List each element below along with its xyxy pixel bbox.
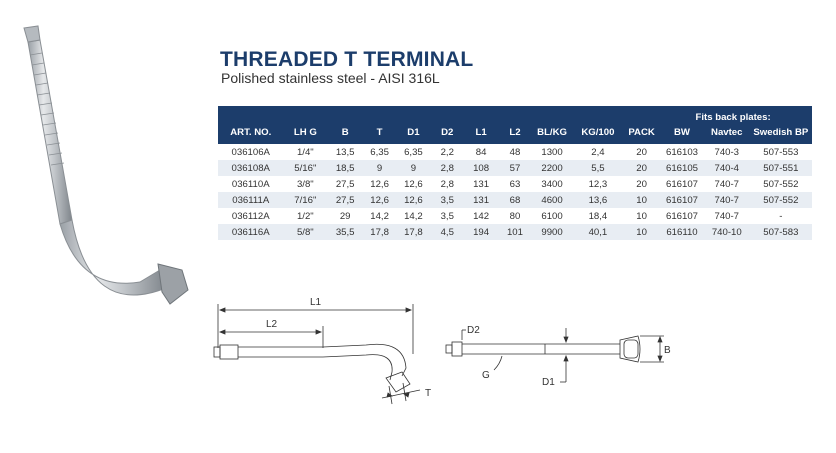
- table-cell: 35,5: [327, 224, 363, 240]
- table-cell: 14,2: [396, 208, 431, 224]
- table-cell: 036110A: [218, 176, 284, 192]
- table-header-row: [218, 124, 812, 144]
- col-header: Navtec: [704, 124, 750, 144]
- col-header: KG/100: [573, 124, 623, 144]
- table-cell: 9: [363, 160, 396, 176]
- fits-back-plates-header: Fits back plates:: [660, 106, 812, 124]
- table-cell: 27,5: [327, 176, 363, 192]
- table-cell: 2,2: [431, 144, 464, 160]
- table-cell: 2200: [531, 160, 572, 176]
- b-label: B: [664, 345, 671, 356]
- table-cell: 036108A: [218, 160, 284, 176]
- col-header: L1: [464, 124, 499, 144]
- table-cell: 29: [327, 208, 363, 224]
- table-row: [218, 208, 812, 224]
- product-photo: [10, 20, 210, 320]
- table-cell: 63: [499, 176, 532, 192]
- table-cell: 507-552: [750, 192, 812, 208]
- table-cell: 616107: [660, 208, 704, 224]
- col-header: PACK: [623, 124, 660, 144]
- table-cell: 101: [499, 224, 532, 240]
- table-cell: 5/16": [284, 160, 328, 176]
- table-cell: 616110: [660, 224, 704, 240]
- table-cell: 40,1: [573, 224, 623, 240]
- table-cell: 10: [623, 224, 660, 240]
- table-cell: 740-10: [704, 224, 750, 240]
- table-cell: 10: [623, 192, 660, 208]
- table-cell: 12,6: [396, 192, 431, 208]
- table-cell: 12,3: [573, 176, 623, 192]
- table-cell: 6,35: [363, 144, 396, 160]
- table-cell: 6100: [531, 208, 572, 224]
- top-view-diagram: [440, 318, 680, 398]
- table-cell: 9: [396, 160, 431, 176]
- table-group-header-row: [218, 106, 812, 124]
- col-header: T: [363, 124, 396, 144]
- table-cell: 740-7: [704, 176, 750, 192]
- t-label: T: [425, 388, 432, 399]
- table-cell: 4600: [531, 192, 572, 208]
- table-cell: 3/8": [284, 176, 328, 192]
- table-cell: 507-583: [750, 224, 812, 240]
- table-cell: 10: [623, 208, 660, 224]
- table-cell: 18,4: [573, 208, 623, 224]
- table-cell: 616103: [660, 144, 704, 160]
- col-header: LH G: [284, 124, 328, 144]
- table-cell: 3400: [531, 176, 572, 192]
- col-header: BW: [660, 124, 704, 144]
- table-cell: 131: [464, 192, 499, 208]
- table-cell: 616105: [660, 160, 704, 176]
- table-cell: 740-7: [704, 192, 750, 208]
- table-cell: 2,4: [573, 144, 623, 160]
- table-cell: 3,5: [431, 192, 464, 208]
- table-cell: 1/4": [284, 144, 328, 160]
- table-cell: 507-551: [750, 160, 812, 176]
- table-cell: 57: [499, 160, 532, 176]
- table-row: [218, 224, 812, 240]
- table-cell: 68: [499, 192, 532, 208]
- table-cell: 507-552: [750, 176, 812, 192]
- table-cell: -: [750, 208, 812, 224]
- table-cell: 12,6: [363, 192, 396, 208]
- table-cell: 036116A: [218, 224, 284, 240]
- page-title: THREADED T TERMINAL: [220, 48, 474, 71]
- side-view-diagram: [206, 290, 451, 420]
- d1-label: D1: [542, 377, 555, 388]
- table-cell: 108: [464, 160, 499, 176]
- table-cell: 036111A: [218, 192, 284, 208]
- col-header: D1: [396, 124, 431, 144]
- d2-label: D2: [467, 325, 480, 336]
- table-cell: 20: [623, 176, 660, 192]
- l2-label: L2: [266, 319, 278, 330]
- table-cell: 4,5: [431, 224, 464, 240]
- table-cell: 12,6: [396, 176, 431, 192]
- table-cell: 6,35: [396, 144, 431, 160]
- col-header: B: [327, 124, 363, 144]
- table-row: [218, 160, 812, 176]
- col-header: L2: [499, 124, 532, 144]
- col-header: Swedish BP: [750, 124, 812, 144]
- table-cell: 18,5: [327, 160, 363, 176]
- table-row: [218, 176, 812, 192]
- table-cell: 036112A: [218, 208, 284, 224]
- table-cell: 740-7: [704, 208, 750, 224]
- table-cell: 740-3: [704, 144, 750, 160]
- table-cell: 17,8: [396, 224, 431, 240]
- table-cell: 131: [464, 176, 499, 192]
- table-cell: 13,5: [327, 144, 363, 160]
- table-cell: 5,5: [573, 160, 623, 176]
- table-cell: 2,8: [431, 176, 464, 192]
- spec-table: [218, 106, 812, 240]
- table-cell: 5/8": [284, 224, 328, 240]
- table-cell: 036106A: [218, 144, 284, 160]
- table-cell: 2,8: [431, 160, 464, 176]
- table-cell: 740-4: [704, 160, 750, 176]
- table-row: [218, 192, 812, 208]
- table-cell: 27,5: [327, 192, 363, 208]
- table-cell: 507-553: [750, 144, 812, 160]
- table-cell: 84: [464, 144, 499, 160]
- col-header: ART. NO.: [218, 124, 284, 144]
- col-header: BL/KG: [531, 124, 572, 144]
- table-cell: 616107: [660, 192, 704, 208]
- table-cell: 20: [623, 144, 660, 160]
- col-header: D2: [431, 124, 464, 144]
- table-cell: 14,2: [363, 208, 396, 224]
- table-cell: 3,5: [431, 208, 464, 224]
- table-cell: 616107: [660, 176, 704, 192]
- page-subtitle: Polished stainless steel - AISI 316L: [221, 70, 440, 86]
- table-cell: 20: [623, 160, 660, 176]
- table-cell: 80: [499, 208, 532, 224]
- table-cell: 1300: [531, 144, 572, 160]
- table-cell: 9900: [531, 224, 572, 240]
- table-cell: 17,8: [363, 224, 396, 240]
- table-cell: 12,6: [363, 176, 396, 192]
- table-cell: 194: [464, 224, 499, 240]
- table-row: [218, 144, 812, 160]
- table-cell: 1/2": [284, 208, 328, 224]
- table-cell: 7/16": [284, 192, 328, 208]
- g-label: G: [482, 370, 490, 381]
- table-cell: 142: [464, 208, 499, 224]
- table-cell: 13,6: [573, 192, 623, 208]
- l1-label: L1: [310, 297, 322, 308]
- table-cell: 48: [499, 144, 532, 160]
